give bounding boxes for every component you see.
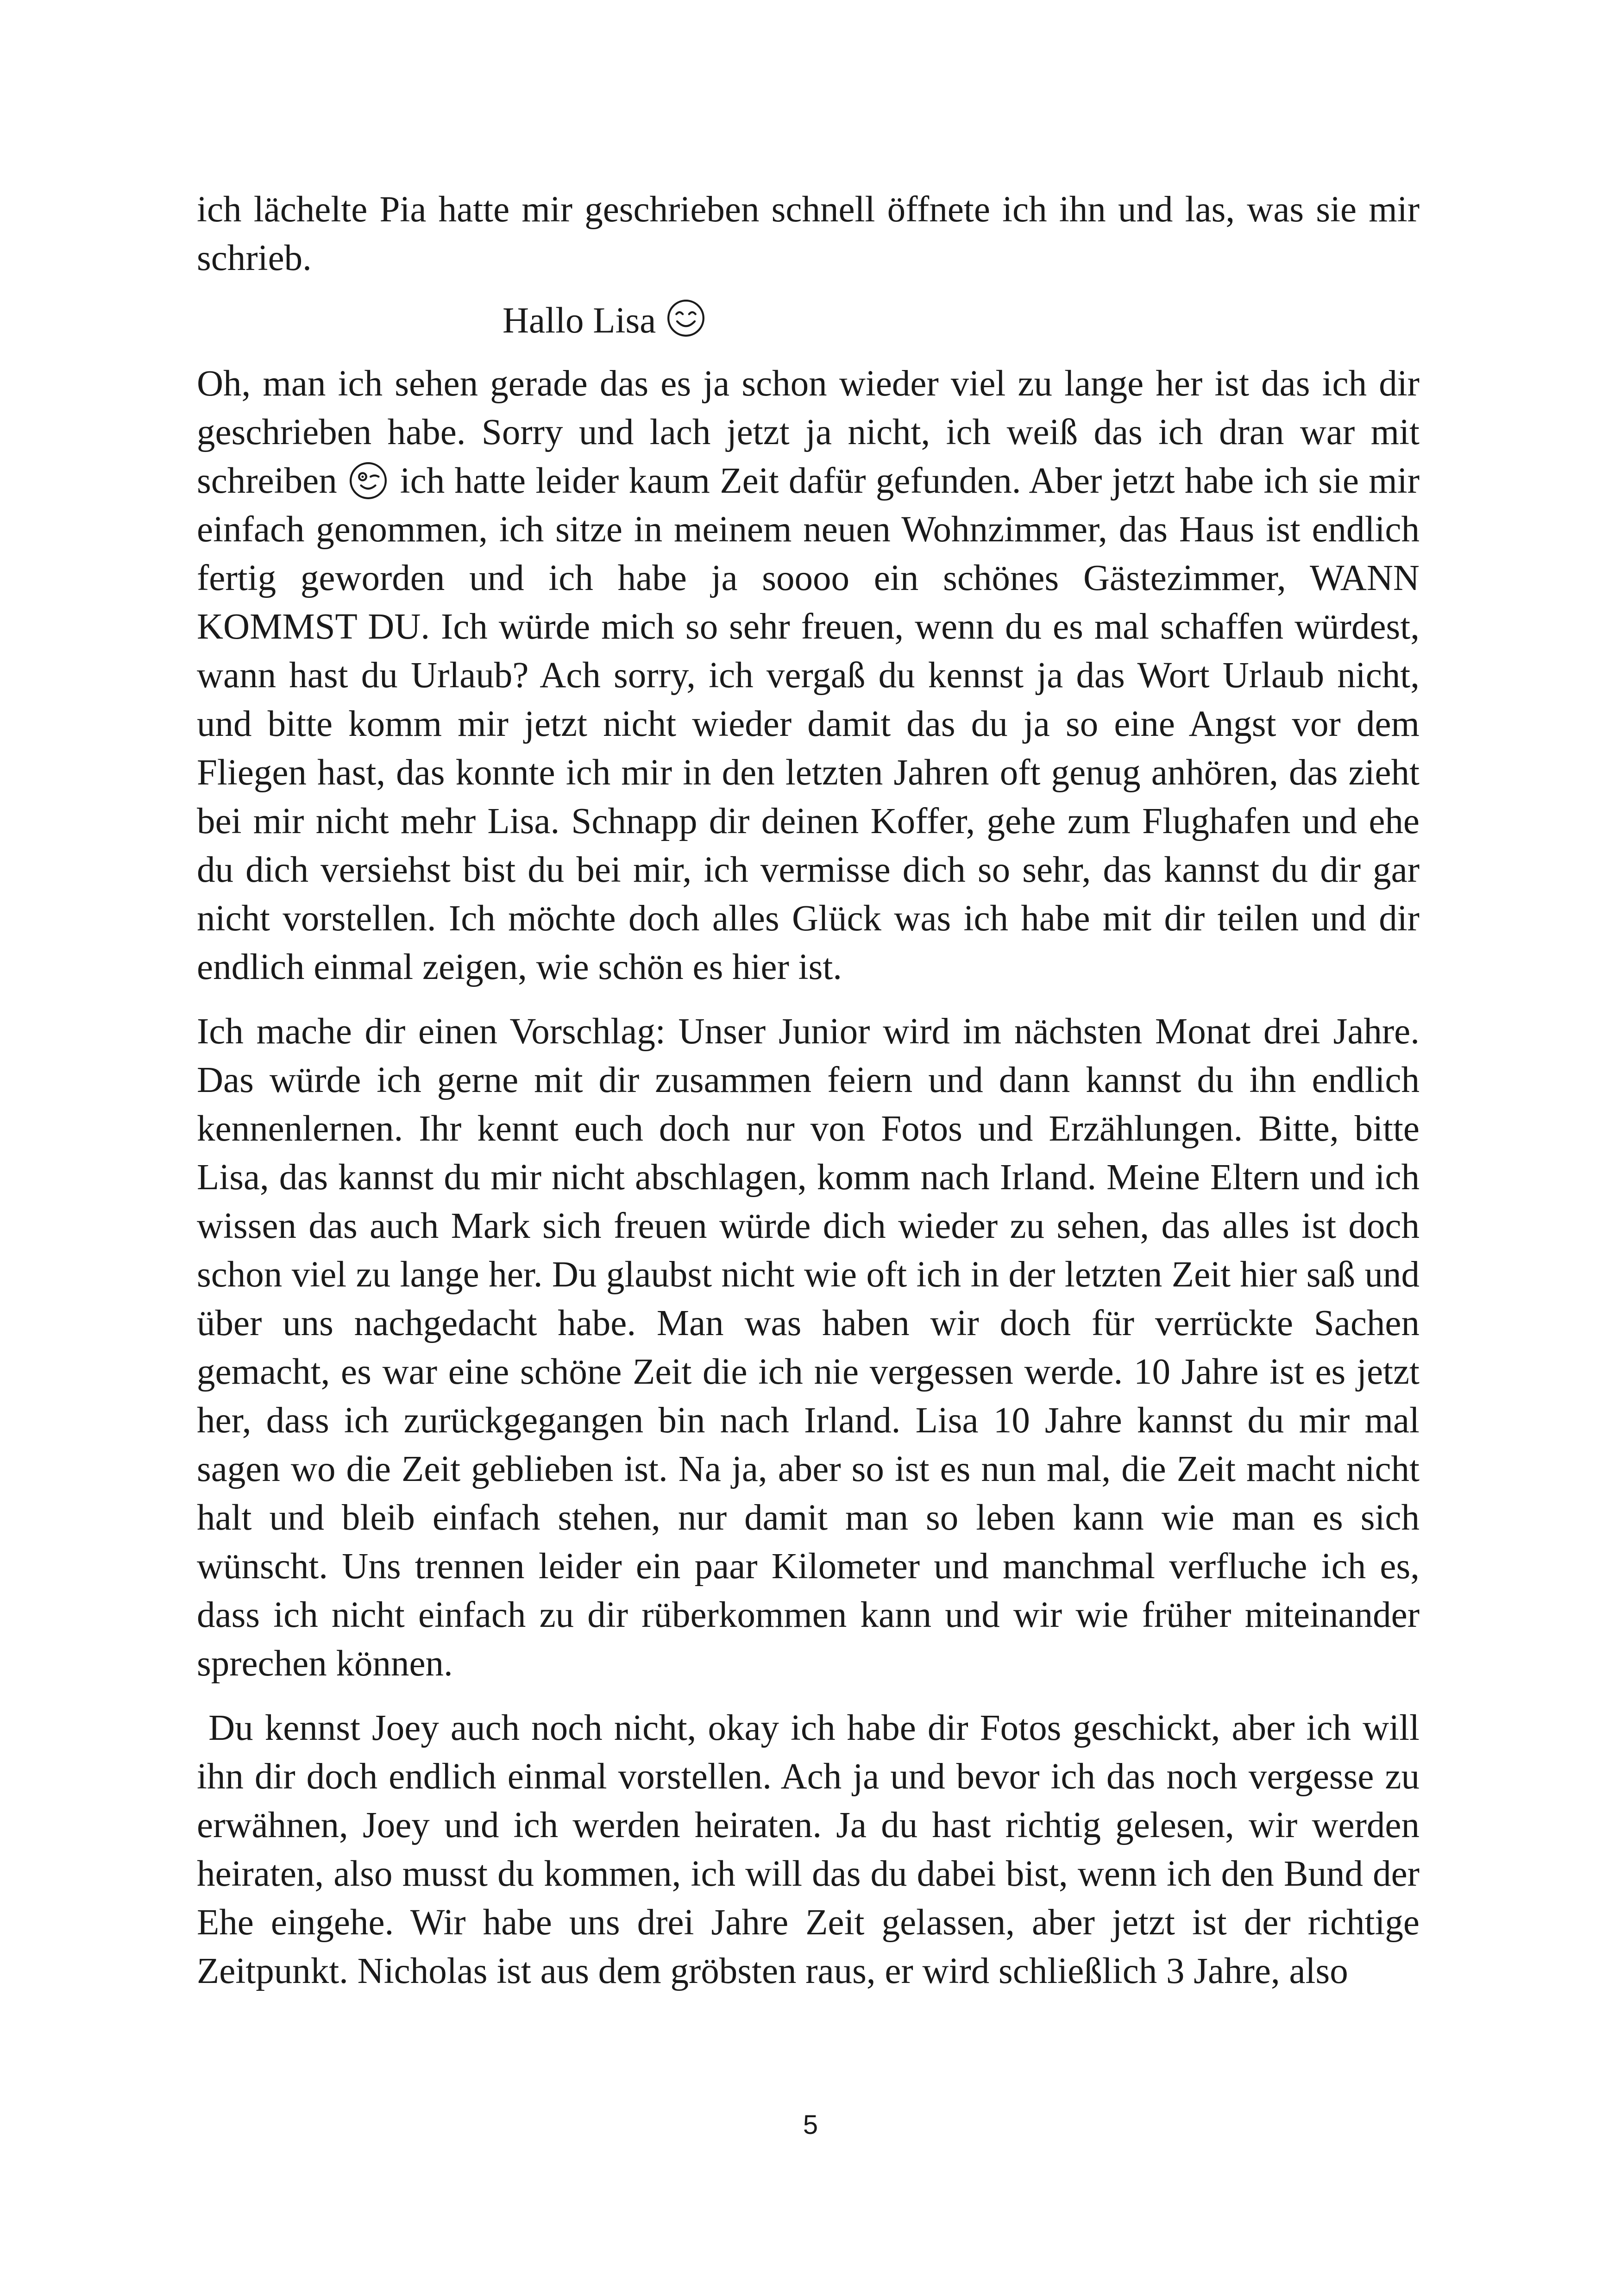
letter-paragraph-3: Du kennst Joey auch noch nicht, okay ich habe dir Fotos geschickt, aber ich will ihn dir doch endlich einmal vorstellen. Ach ja und bevor ich das noch vergesse zu erwähnen, Joey und ich werden heiraten. Ja du hast richtig gelesen, wir werden heiraten, also musst du kommen, ich will das du dabei bist, wenn ich den Bund der Ehe eingehe. Wir habe uns drei Jahre Zeit gelassen, aber jetzt ist der richtige Zeitpunkt. Nicholas ist aus dem gröbsten raus, er wird schließlich 3 Jahre, also bbox=[197, 1708, 1429, 1991]
smiling-face-icon bbox=[666, 298, 706, 338]
page-number: 5 bbox=[803, 2110, 818, 2140]
paragraph-1-text-end: ich hatte leider kaum Zeit dafür gefunden. Aber jetzt habe ich sie mir einfach genommen, ich sitze in meinem neuen Wohnzimmer, das Haus ist endlich fertig geworden und ich habe ja soooo ein schönes Gästezimmer, WANN KOMMST DU. Ich würde mich so sehr freuen, wenn du es mal schaffen würdest, wann hast du Urlaub? Ach sorry, ich vergaß du kennst ja das Wort Urlaub nicht, und bitte komm mir jetzt nicht wieder damit das du ja so eine Angst vor dem Fliegen hast, das konnte ich mir in den letzten Jahren oft genug anhören, das zieht bei mir nicht mehr Lisa. Schnapp dir deinen Koffer, gehe zum Flughafen und ehe du dich versiehst bist du bei mir, ich vermisse dich so sehr, das kannst du dir gar nicht vorstellen. Ich möchte doch alles Glück was ich habe mit dir teilen und dir endlich einmal zeigen, wie schön es hier ist. bbox=[197, 461, 1420, 987]
letter-greeting bbox=[197, 291, 1420, 351]
letter-paragraph-2: Ich mache dir einen Vorschlag: Unser Junior wird im nächsten Monat drei Jahre. Das würde ich gerne mit dir zusammen feiern und dann kannst du ihn endlich kennenlernen. Ihr kennt euch doch nur von Fotos und Erzählungen. Bitte, bitte Lisa, das kannst du mir nicht abschlagen, komm nach Irland. Meine Eltern und ich wissen das auch Mark sich freuen würde dich wieder zu sehen, das alles ist doch schon viel zu lange her. Du glaubst nicht wie oft ich in der letzten Zeit hier saß und über uns nachgedacht habe. Man was haben wir doch für verrückte Sachen gemacht, es war eine schöne Zeit die ich nie vergessen werde. 10 Jahre ist es jetzt her, dass ich zurückgegangen bin nach Irland. Lisa 10 Jahre kannst du mir mal sagen wo die Zeit geblieben ist. Na ja, aber so ist es nun mal, die Zeit macht nicht halt und bleib einfach stehen, nur damit man so leben kann wie man es sich wünscht. Uns trennen leider ein paar Kilometer und manchmal verfluche ich es, dass ich nicht einfach zu dir rüberkommen kann und wir wie früher miteinander sprechen können. bbox=[197, 1011, 1420, 1684]
document-body bbox=[197, 185, 1429, 1995]
greeting-text: Hallo Lisa bbox=[503, 301, 656, 341]
intro-paragraph: ich lächelte Pia hatte mir geschrieben schnell öffnete ich ihn und las, was sie mir schrieb. bbox=[197, 189, 1420, 278]
letter-paragraph-1 bbox=[197, 359, 1420, 991]
paragraph-1-text-start: Oh, man ich sehen gerade das es ja schon wieder viel zu lange her ist das ich dir geschrieben habe. Sorry und lach jetzt ja nicht, ich weiß das ich dran war mit schreiben bbox=[197, 364, 1420, 501]
winking-face-icon bbox=[348, 461, 388, 501]
